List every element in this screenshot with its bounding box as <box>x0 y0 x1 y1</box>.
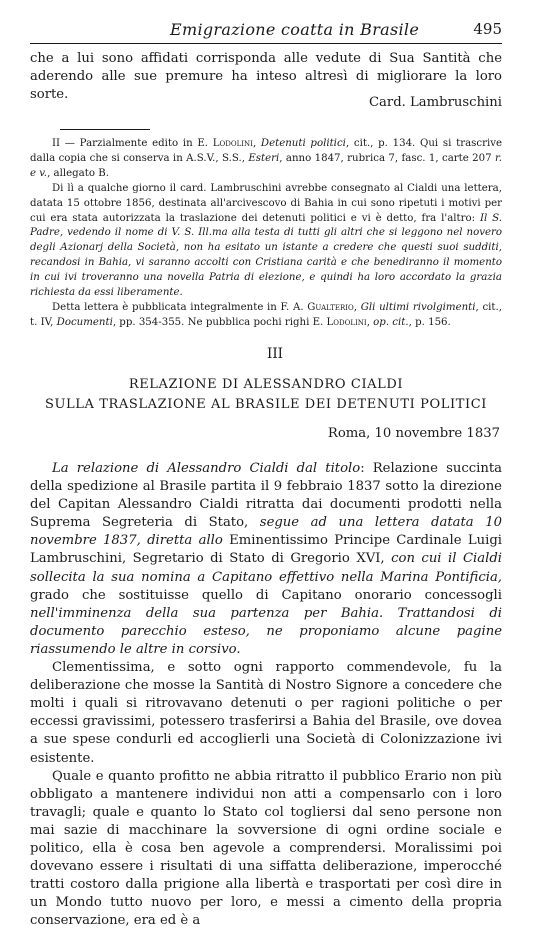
work-title: Gli ultimi rivolgimenti <box>360 301 476 313</box>
separator: , <box>353 301 361 313</box>
italic-text: La relazione di Alessandro Cialdi dal titolo <box>52 461 361 476</box>
author-name: Lodolini <box>212 138 253 149</box>
work-section: Documenti <box>56 316 113 328</box>
footnote-source <box>30 137 502 182</box>
roman-text: : Relazione succinta della spedizione al Brasile partita il 9 febbraio 1837 sotto la direzione del Capitan Alessandro Cialdi ritratta dai documenti prodotti nella Suprema Segreteria di Stato, <box>30 461 502 531</box>
running-head <box>30 18 502 42</box>
author-name: Lodolini <box>326 316 367 328</box>
roman-text: Eminentissimo Principe Cardinale Luigi Lambruschini, Segretario di Stato di Gregorio XVI, <box>30 533 502 567</box>
title-line-1: RELAZIONE DI ALESSANDRO CIALDI <box>128 377 404 392</box>
paragraph-clementissima: Clementissima, e sotto ogni rapporto commendevole, fu la deliberazione che mosse la Santità di Nostro Signore a concedere che molti i quali si ritrovavano detenuti o per ragioni politiche o per eccessi gravissimi, potessero trasferirsi a Bahia del Brasile, ove dovea a sue spese condurli ed accoglierli una Società di Colonizzazione ivi esistente. <box>30 660 502 766</box>
footnote-rule <box>60 129 150 130</box>
footnote-text: , cit., t. IV, <box>30 301 502 328</box>
footnote-publication <box>30 301 502 331</box>
archive-series: Esteri <box>248 152 280 164</box>
intro-paragraph <box>30 460 502 659</box>
document-date: Roma, 10 novembre 1837 <box>327 426 500 441</box>
footnote-letter <box>30 182 502 301</box>
italic-text: con cui il Cialdi sollecita la sua nomina a Capitano effettivo nella Marina Pontificia, <box>30 551 502 585</box>
title-line-2: SULLA TRASLAZIONE AL BRASILE DEI DETENUTI POLITICI <box>44 397 487 412</box>
italic-text: segue ad una lettera datata 10 novembre 1837, diretta allo <box>30 515 502 549</box>
footnote-text: Di lì a qualche giorno il card. Lambruschini avrebbe consegnato al Cialdi una lettera, datata 15 ottobre 1856, destinata all'arcivescovo di Bahia in cui sono ripetuti i motivi per cui era stata autorizzata la traslazione dei detenuti politici e vi è detto, fra l'altro: <box>30 182 502 224</box>
folio-recto-verso: r. e v. <box>30 152 502 179</box>
signature: Card. Lambruschini <box>368 95 502 110</box>
work-title: Detenuti politici <box>260 138 346 149</box>
opening-paragraph: che a lui sono affidati corrisponda alle vedute di Sua Santità che aderendo alle sue premure ha inteso altresì di migliorare la loro sorte. <box>30 51 502 103</box>
footnote-text: Detta lettera è pubblicata integralmente in F. A. <box>52 301 308 313</box>
header-rule <box>30 43 502 44</box>
italic-text: nell'imminenza della sua partenza per Bahia. Trattandosi di documento parecchio esteso, ne proponiamo alcune pagine riassumendo le altre in corsivo. <box>30 605 502 657</box>
document-number: III <box>267 346 283 362</box>
footnote-text: , p. 156. <box>408 316 451 328</box>
author-name: Gualterio <box>307 301 354 313</box>
footnote-text: , allegato B. <box>47 167 109 179</box>
paragraph-profitto: Quale e quanto profitto ne abbia ritratto il pubblico Erario non più obbligato a mantenere individui non atti a compensarlo con i loro travagli; quale e quanto lo Stato col togliersi dal seno persone non mai sazie di macchinare la sovversione di ogni ordine sociale e politico, ella è cosa ben agevole a comprendersi. Moralissimi poi dovevano essere i risultati di una siffatta deliberazione, imperocché tratti costoro dalla prigione alla libertà e trasportati per così dire in un Mondo tutto nuovo per loro, e messi a cimento della propria conservazione, era ed è a <box>30 768 502 929</box>
footnote-text: , cit., p. 134. Qui si trascrive dalla copia che si conserva in A.S.V., S.S., <box>30 138 503 164</box>
document-title <box>30 375 502 415</box>
footnotes <box>30 137 502 331</box>
footnote-text: II — Parzialmente edito in E. <box>52 138 213 149</box>
footnote-text: , anno 1847, rubrica 7, fasc. 1, carte 207 <box>279 152 495 164</box>
op-cit: op. cit. <box>373 316 409 328</box>
roman-text: grado che sostituisse quello di Capitano onorario concessogli <box>30 587 502 603</box>
main-text <box>30 460 502 930</box>
separator: , <box>366 316 374 328</box>
letter-quote: Il S. Padre, vedendo il nome di V. S. Ill.ma alla testa di tutti gli altri che si leggono nel novero degli Azionarj della Società, non ha esitato un istante a credere che questi suoi sudditi, recandosi in Bahia, vi saranno accolti con Cristiana carità e che benediranno il momento in cui ivi troveranno una novella Patria di elezione, e quindi ha loro accordato la grazia richiesta da essi liberamente. <box>30 212 502 299</box>
running-title: Emigrazione coatta in Brasile <box>170 20 420 39</box>
page-number: 495 <box>473 20 502 38</box>
footnote-text: , pp. 354-355. Ne pubblica pochi righi E. <box>112 316 327 328</box>
separator: , <box>252 138 261 149</box>
